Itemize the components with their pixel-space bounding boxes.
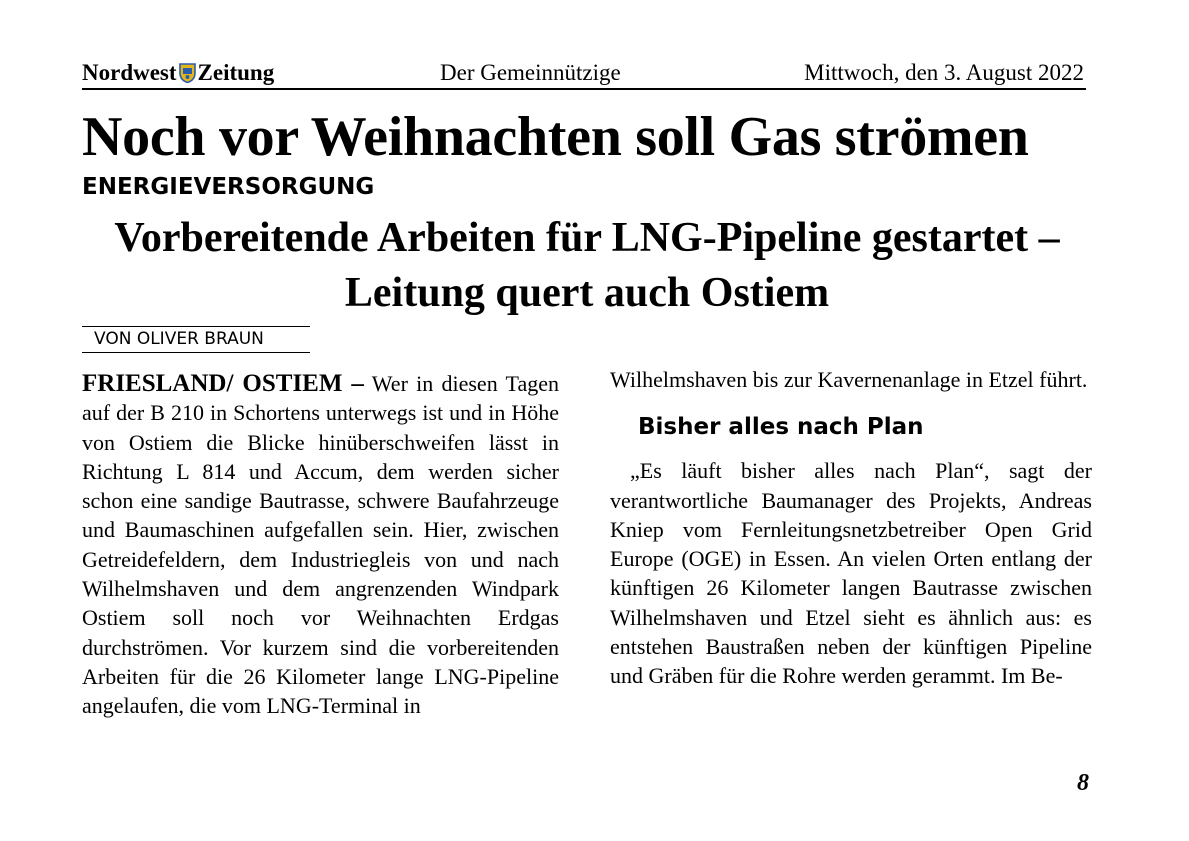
paper-name-part-1: Nordwest xyxy=(82,60,177,85)
paragraph-1-continued: Wilhelmshaven bis zur Kavernenanlage in Etzel führt. xyxy=(610,367,1088,392)
paper-name xyxy=(82,60,274,86)
kicker: ENERGIEVERSORGUNG xyxy=(82,174,375,200)
headline: Noch vor Weihnachten soll Gas strömen xyxy=(82,106,1029,168)
article-column-2 xyxy=(610,365,1092,691)
byline: VON OLIVER BRAUN xyxy=(82,326,310,353)
section-title: Der Gemeinnützige xyxy=(440,60,621,85)
paragraph-1-text: Wer in diesen Tagen auf der B 210 in Schortens unterwegs ist und in Höhe von Ostiem die Blicke hinüberschweifen lässt in Richtung L 814 und Accum, dem werden sicher schon eine sandige Bautrasse, schwere Baufahrzeuge und Baumaschinen aufgefallen sein. Hier, zwischen Getreidefeldern, dem Industriegleis von und nach Wilhelmshaven und dem angrenzenden Windpark Ostiem soll noch vor Weihnachten Erdgas durchströmen. Vor kurzem sind die vorbereitenden Arbeiten für die 26 Kilometer lange LNG-Pipeline angelaufen, die vom LNG-Terminal in xyxy=(82,371,559,719)
page-number: 8 xyxy=(1077,770,1089,796)
subheadline: Vorbereitende Arbeiten für LNG-Pipeline gestartet – Leitung quert auch Ostiem xyxy=(114,215,1060,316)
paper-name-part-2: Zeitung xyxy=(197,60,275,85)
paragraph-1 xyxy=(82,369,559,721)
article-column-1 xyxy=(82,369,559,721)
dateline: FRIESLAND/ OSTIEM – xyxy=(82,370,364,397)
coat-of-arms-icon xyxy=(179,63,196,83)
section-subheading: Bisher alles nach Plan xyxy=(638,414,924,441)
paragraph-2: „Es läuft bisher alles nach Plan“, sagt der verantwortliche Baumanager des Projekts, Andreas Kniep vom Fernleitungsnetzbetreiber Open Grid Europe (OGE) in Essen. An vielen Orten entlang der künftigen 26 Kilometer langen Bautrasse zwischen Wilhelmshaven und Etzel sieht es ähnlich aus: es entstehen Baustraßen neben der künftigen Pipeline und Gräben für die Rohre werden gerammt. Im Be- xyxy=(610,458,1092,689)
masthead xyxy=(82,58,1086,90)
issue-date: Mittwoch, den 3. August 2022 xyxy=(804,60,1084,85)
